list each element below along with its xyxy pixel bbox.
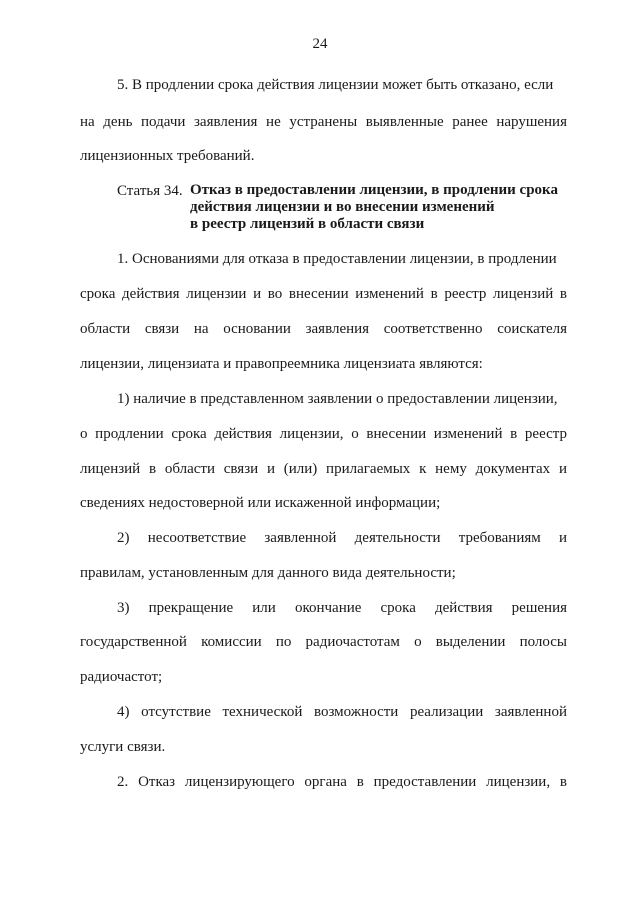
article-title-line-1: Отказ в предоставлении лицензии, в продлении срока — [190, 182, 558, 198]
item1-line-1: 1) наличие в представленном заявлении о предоставлении лицензии, — [117, 391, 558, 407]
para1-line-1: 1. Основаниями для отказа в предоставлении лицензии, в продлении — [117, 251, 557, 267]
item1-line-4: сведениях недостоверной или искаженной информации; — [80, 495, 441, 511]
article-title-line-2: действия лицензии и во внесении изменений — [190, 199, 495, 215]
item4-line-1: 4) отсутствие технической возможности реализации заявленной — [117, 704, 567, 720]
para1-line-3: области связи на основании заявления соответственно соискателя — [80, 321, 567, 337]
item2-line-1: 2) несоответствие заявленной деятельности требованиям и — [117, 530, 567, 546]
article-title — [190, 182, 558, 233]
para1-line-4: лицензии, лицензиата и правопреемника лицензиата являются: — [80, 356, 483, 372]
article-label: Статья 34. — [117, 183, 183, 199]
para5-line-1: 5. В продлении срока действия лицензии может быть отказано, если — [117, 77, 554, 93]
page-number: 24 — [312, 36, 328, 52]
para5-line-3: лицензионных требований. — [80, 148, 255, 164]
item3-line-3: радиочастот; — [80, 669, 163, 685]
article-title-line-3: в реестр лицензий в области связи — [190, 216, 425, 232]
para1-line-2: срока действия лицензии и во внесении изменений в реестр лицензий в — [80, 286, 567, 302]
para2-line-1: 2. Отказ лицензирующего органа в предоставлении лицензии, в — [117, 774, 567, 790]
item2-line-2: правилам, установленным для данного вида деятельности; — [80, 565, 456, 581]
para5-line-2: на день подачи заявления не устранены выявленные ранее нарушения — [80, 114, 567, 130]
item4-line-2: услуги связи. — [80, 739, 166, 755]
item3-line-1: 3) прекращение или окончание срока действия решения — [117, 600, 567, 616]
item3-line-2: государственной комиссии по радиочастотам о выделении полосы — [80, 634, 567, 650]
item1-line-2: о продлении срока действия лицензии, о внесении изменений в реестр — [80, 426, 567, 442]
item1-line-3: лицензий в области связи и (или) прилагаемых к нему документах и — [80, 461, 567, 477]
